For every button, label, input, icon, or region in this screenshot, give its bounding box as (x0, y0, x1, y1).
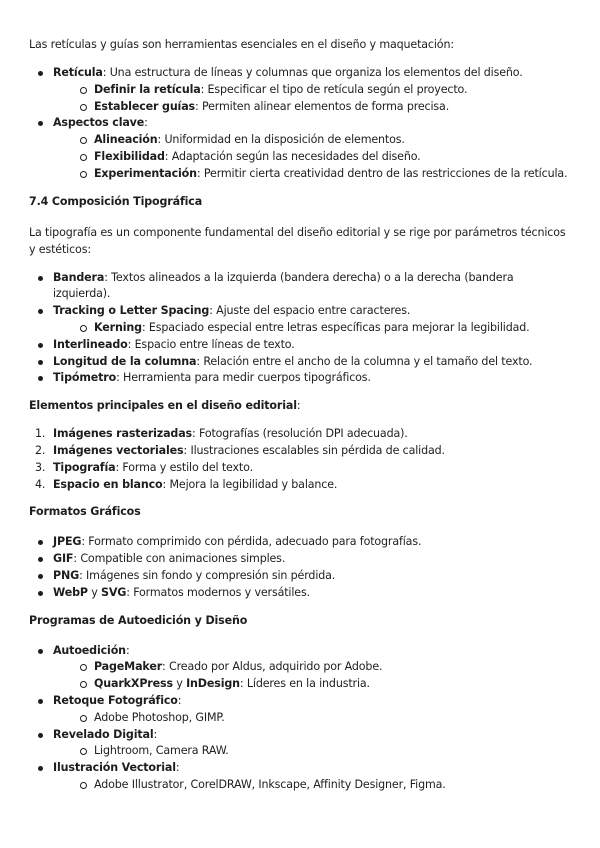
term: Imágenes vectoriales (53, 443, 184, 457)
desc: : (125, 643, 130, 657)
sub-item: Adobe Photoshop, GIMP. (53, 710, 572, 727)
list-item (29, 65, 572, 115)
heading-text: Elementos principales en el diseño editorial (29, 399, 297, 413)
term: QuarkXPress (94, 677, 173, 691)
term: Interlineado (53, 337, 128, 351)
conj: y (172, 677, 187, 691)
desc: : Permitir cierta creatividad dentro de las restricciones de la retícula. (196, 166, 568, 180)
sub-list (53, 82, 572, 116)
term: Definir la retícula (94, 82, 201, 96)
section-heading: 7.4 Composición Tipográfica (29, 194, 203, 208)
list-item (29, 760, 572, 794)
term: Autoedición (53, 643, 126, 657)
term: Experimentación (94, 166, 197, 180)
desc: : Mejora la legibilidad y balance. (162, 477, 338, 491)
desc: : Textos alineados a la izquierda (bandera derecha) o a la derecha (bandera izquierda). (53, 270, 514, 301)
term: Revelado Digital (53, 727, 154, 741)
term: Establecer guías (94, 99, 196, 113)
sub-item (53, 659, 572, 676)
term: GIF (53, 552, 74, 566)
list-item (29, 443, 572, 460)
term: Ilustración Vectorial (53, 761, 176, 775)
sub-list (53, 777, 572, 794)
list-item (29, 115, 572, 182)
list-item (29, 354, 572, 371)
term: Alineación (94, 133, 158, 147)
section-heading (29, 397, 572, 414)
sub-item (53, 132, 572, 149)
term: Longitud de la columna (53, 354, 197, 368)
desc: : Fotografías (resolución DPI adecuada). (192, 427, 408, 441)
desc: : (177, 693, 182, 707)
term: JPEG (53, 535, 82, 549)
desc: : Uniformidad en la disposición de elementos. (157, 133, 405, 147)
list-item (29, 477, 572, 494)
term: Tipografía (53, 460, 116, 474)
desc: : Ilustraciones escalables sin pérdida de calidad. (183, 443, 445, 457)
section-heading: Formatos Gráficos (29, 505, 141, 519)
desc: : (175, 761, 180, 775)
desc: : (144, 116, 148, 130)
list-item (29, 303, 572, 337)
desc: : Forma y estilo del texto. (115, 460, 253, 474)
list-item (29, 727, 572, 761)
term: Aspectos clave (53, 116, 145, 130)
item-number: 2. (35, 443, 46, 457)
list-item (29, 585, 572, 602)
grid-list (29, 65, 572, 183)
sub-item (53, 320, 572, 337)
item-number: 4. (35, 477, 46, 491)
sub-item (53, 676, 572, 693)
sub-list (53, 710, 572, 727)
elements-list (29, 426, 572, 493)
sub-item (53, 82, 572, 99)
desc: : Permiten alinear elementos de forma precisa. (195, 99, 450, 113)
sub-item (53, 166, 572, 183)
desc: : Formato comprimido con pérdida, adecuado para fotografías. (81, 535, 422, 549)
list-item (29, 643, 572, 693)
sub-item: Lightroom, Camera RAW. (53, 743, 572, 760)
formats-list (29, 534, 572, 601)
programs-list (29, 643, 572, 794)
list-item (29, 426, 572, 443)
term: Tracking o Letter Spacing (53, 304, 210, 318)
sub-item: Adobe Illustrator, CorelDRAW, Inkscape, Affinity Designer, Figma. (53, 777, 572, 794)
list-item (29, 551, 572, 568)
section-intro: La tipografía es un componente fundamental del diseño editorial y se rige por parámetros técnicos y estéticos: (29, 225, 566, 256)
grid-intro: Las retículas y guías son herramientas esenciales en el diseño y maquetación: (29, 38, 454, 51)
desc: : Espacio entre líneas de texto. (127, 337, 295, 351)
list-item (29, 370, 572, 387)
term: Espacio en blanco (53, 477, 163, 491)
desc: : Espaciado especial entre letras específicas para mejorar la legibilidad. (141, 320, 530, 334)
sub-item (53, 99, 572, 116)
desc: : Herramienta para medir cuerpos tipográficos. (116, 371, 371, 385)
term: PNG (53, 568, 80, 582)
conj: y (87, 585, 102, 599)
term: Flexibilidad (94, 149, 165, 163)
desc: : Formatos modernos y versátiles. (126, 585, 310, 599)
term: Retícula (53, 66, 103, 79)
term: Bandera (53, 270, 105, 284)
term: WebP (53, 585, 88, 599)
term: Retoque Fotográfico (53, 693, 178, 707)
list-item (29, 534, 572, 551)
desc: : Ajuste del espacio entre caracteres. (209, 304, 411, 318)
item-number: 3. (35, 460, 46, 474)
typography-list (29, 270, 572, 388)
sub-list (53, 743, 572, 760)
desc: : Una estructura de líneas y columnas que organiza los elementos del diseño. (102, 66, 523, 79)
desc: : (153, 727, 158, 741)
desc: : Imágenes sin fondo y compresión sin pérdida. (79, 568, 336, 582)
section-heading: Programas de Autoedición y Diseño (29, 613, 248, 627)
sub-item (53, 149, 572, 166)
list-item (29, 270, 572, 304)
desc: : Líderes en la industria. (239, 677, 370, 691)
desc: : Compatible con animaciones simples. (73, 552, 286, 566)
term: PageMaker (94, 660, 163, 674)
term: Tipómetro (53, 371, 117, 385)
desc: : Especificar el tipo de retícula según el proyecto. (200, 82, 468, 96)
term: Imágenes rasterizadas (53, 427, 193, 441)
list-item (29, 460, 572, 477)
term: Kerning (94, 320, 142, 334)
sub-list (53, 320, 572, 337)
term: SVG (101, 585, 127, 599)
list-item (29, 337, 572, 354)
desc: : Relación entre el ancho de la columna y el tamaño del texto. (196, 354, 533, 368)
desc: : Creado por Aldus, adquirido por Adobe. (162, 660, 383, 674)
sub-list (53, 659, 572, 693)
desc: : Adaptación según las necesidades del diseño. (164, 149, 421, 163)
sub-list (53, 132, 572, 182)
list-item (29, 693, 572, 727)
term: InDesign (186, 677, 240, 691)
list-item (29, 568, 572, 585)
heading-suffix: : (296, 399, 301, 413)
item-number: 1. (35, 427, 46, 441)
